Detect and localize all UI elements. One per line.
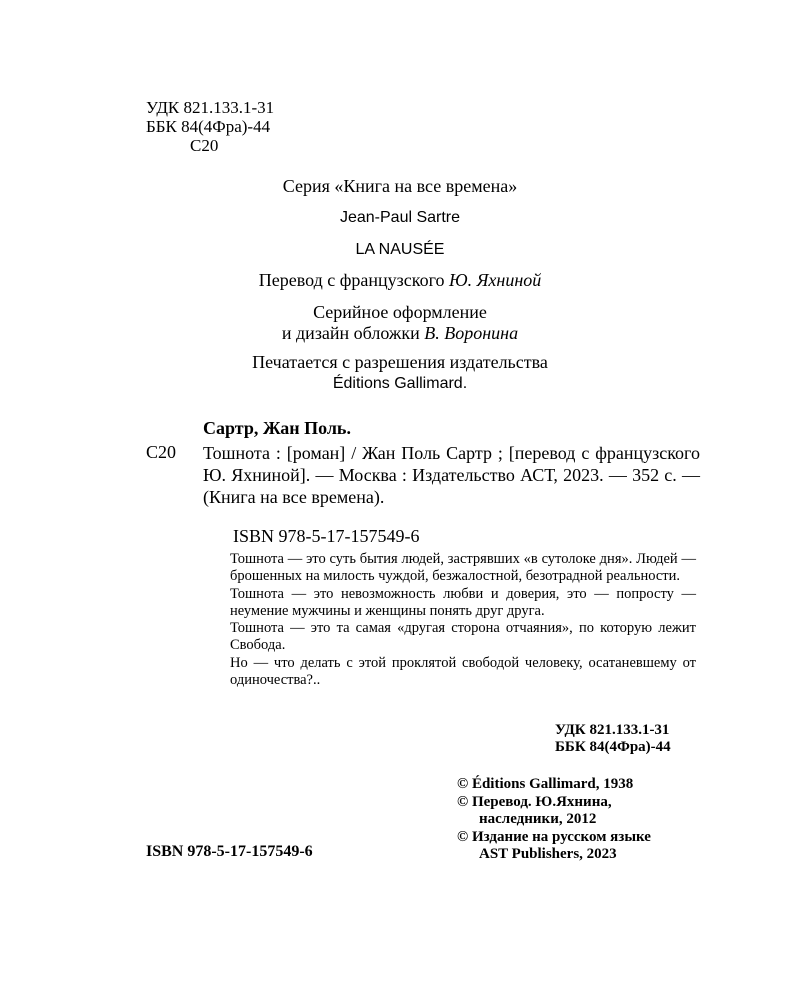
- series-line: Серия «Книга на все времена»: [282, 176, 518, 196]
- permission-line-2: Éditions Gallimard.: [332, 375, 468, 392]
- udk-code-bottom: УДК 821.133.1-31: [555, 722, 670, 738]
- annotation-paragraph: Тошнота — это невозможность любви и доверия, это — попросту — неумение мужчины и женщины понять друг друга.: [230, 585, 696, 619]
- catalog-isbn: ISBN 978-5-17-157549-6: [233, 526, 420, 546]
- annotation-paragraph: Тошнота — это та самая «другая сторона отчаяния», по которую лежит Свобода.: [230, 620, 696, 654]
- copyright-block: [457, 776, 651, 864]
- designer-name: В. Воронина: [424, 323, 519, 343]
- copyright-line: © Éditions Gallimard, 1938: [457, 776, 634, 792]
- original-title: LA NAUSÉE: [355, 241, 445, 258]
- copyright-line: © Издание на русском языке: [457, 828, 651, 845]
- copyright-line: наследники, 2012: [479, 811, 597, 827]
- catalog-cutter: С20: [146, 442, 177, 462]
- original-author: Jean-Paul Sartre: [339, 209, 461, 226]
- copyright-line: AST Publishers, 2023: [479, 846, 617, 862]
- permission-line-1: Печатается с разрешения издательства: [252, 352, 548, 372]
- classification-codes: [146, 98, 274, 155]
- isbn-bottom: ISBN 978-5-17-157549-6: [146, 843, 313, 860]
- bbk-code: ББК 84(4Фра)-44: [146, 117, 271, 136]
- bbk-code-bottom: ББК 84(4Фра)-44: [555, 739, 671, 755]
- udk-code: УДК 821.133.1-31: [146, 98, 275, 117]
- design-line-1: Серийное оформление: [313, 302, 487, 322]
- permission-notice: [120, 352, 680, 394]
- design-line-2: [120, 323, 680, 344]
- copyright-line: © Перевод. Ю.Яхнина,: [457, 793, 612, 810]
- annotation-paragraph: Тошнота — это суть бытия людей, застрявших «в сутолоке дня». Людей — брошенных на милость чуждой, безжалостной, безотрадной реальности.: [230, 551, 696, 585]
- annotation: [230, 551, 696, 689]
- annotation-paragraph: Но — что делать с этой проклятой свободой человеку, осатаневшему от одиночества?..: [230, 654, 696, 689]
- translation-line: [120, 270, 680, 291]
- catalog-description: Тошнота : [роман] / Жан Поль Сартр ; [перевод с французского Ю. Яхниной]. — Москва : Издательство АСТ, 2023. — 352 с. — (Книга на все времена).: [203, 443, 700, 507]
- classification-codes-bottom: [555, 722, 671, 756]
- translator-name: Ю. Яхниной: [449, 270, 542, 290]
- cutter-code: С20: [190, 136, 219, 155]
- design-credit: [120, 302, 680, 344]
- catalog-author-heading: Сартр, Жан Поль.: [203, 418, 351, 438]
- design-prefix: и дизайн обложки: [281, 323, 425, 343]
- translation-prefix: Перевод с французского: [258, 270, 449, 290]
